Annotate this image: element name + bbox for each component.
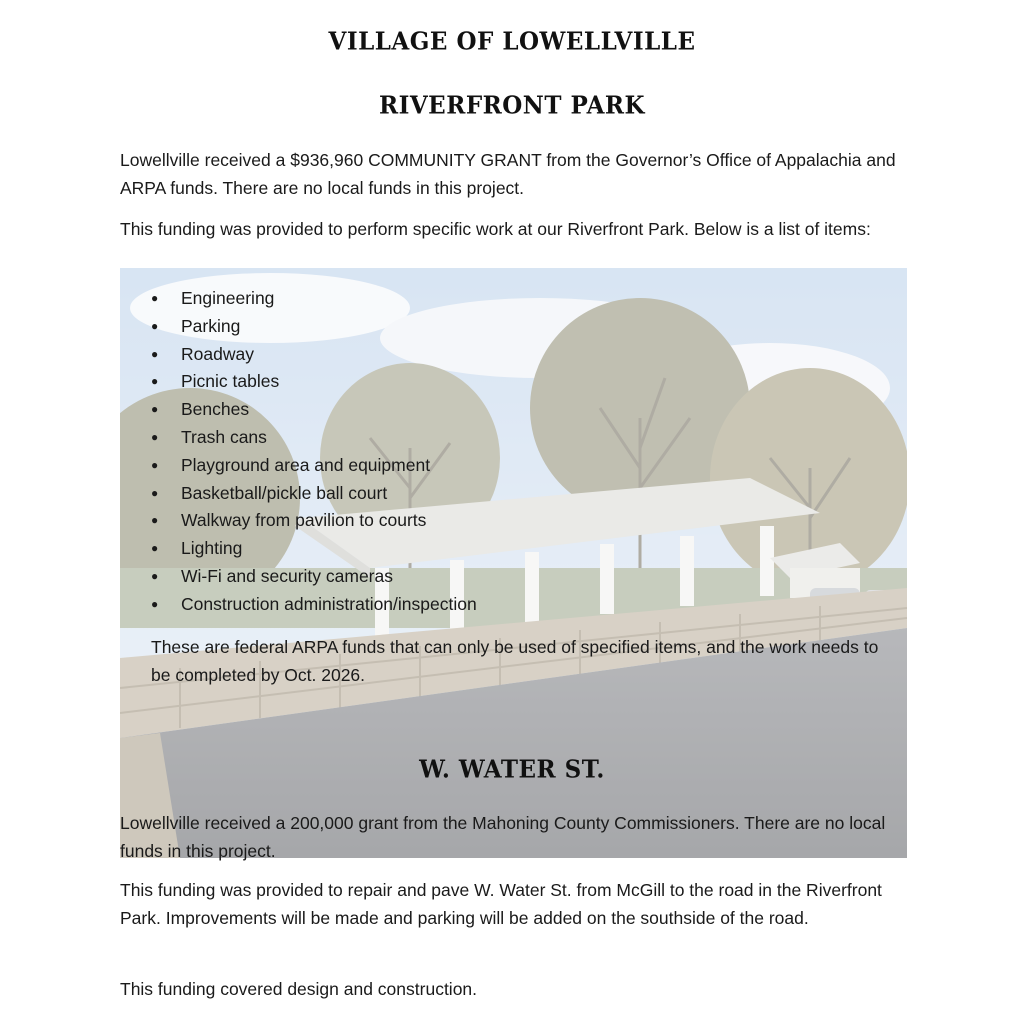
water-st-design-paragraph: This funding covered design and construction.: [120, 979, 478, 999]
list-item: ● Wi-Fi and security cameras: [148, 563, 477, 591]
list-item: ● Trash cans: [148, 424, 477, 452]
list-item: ● Picnic tables: [148, 368, 477, 396]
list-item: ● Lighting: [148, 535, 477, 563]
list-item: ● Parking: [148, 313, 477, 341]
list-item: ● Walkway from pavilion to courts: [148, 507, 477, 535]
riverfront-arpa-note: These are federal ARPA funds that can only be used of specified items, and the work needs to be completed by Oct. 2026.: [151, 637, 879, 685]
riverfront-funding-paragraph: This funding was provided to perform specific work at our Riverfront Park. Below is a list of items:: [120, 219, 871, 239]
list-item: ● Benches: [148, 396, 477, 424]
list-item: ● Basketball/pickle ball court: [148, 480, 477, 508]
riverfront-grant-paragraph: Lowellville received a $936,960 COMMUNITY GRANT from the Governor’s Office of Appalachia and ARPA funds. There are no local funds in this project.: [120, 150, 896, 198]
water-st-funding-paragraph: This funding was provided to repair and pave W. Water St. from McGill to the road in the Riverfront Park. Improvements will be made and parking will be added on the southside of the road.: [120, 880, 882, 928]
page-title: VILLAGE OF LOWELLVILLE: [328, 27, 696, 56]
list-item: ● Engineering: [148, 285, 477, 313]
list-item: ● Playground area and equipment: [148, 452, 477, 480]
water-st-heading: W. WATER ST.: [419, 755, 605, 784]
list-item: ● Construction administration/inspection: [148, 591, 477, 619]
water-st-grant-paragraph: Lowellville received a 200,000 grant from the Mahoning County Commissioners. There are no local funds in this project.: [120, 813, 886, 861]
riverfront-items-list: [148, 285, 477, 619]
riverfront-park-heading: RIVERFRONT PARK: [378, 91, 646, 120]
list-item: ● Roadway: [148, 341, 477, 369]
